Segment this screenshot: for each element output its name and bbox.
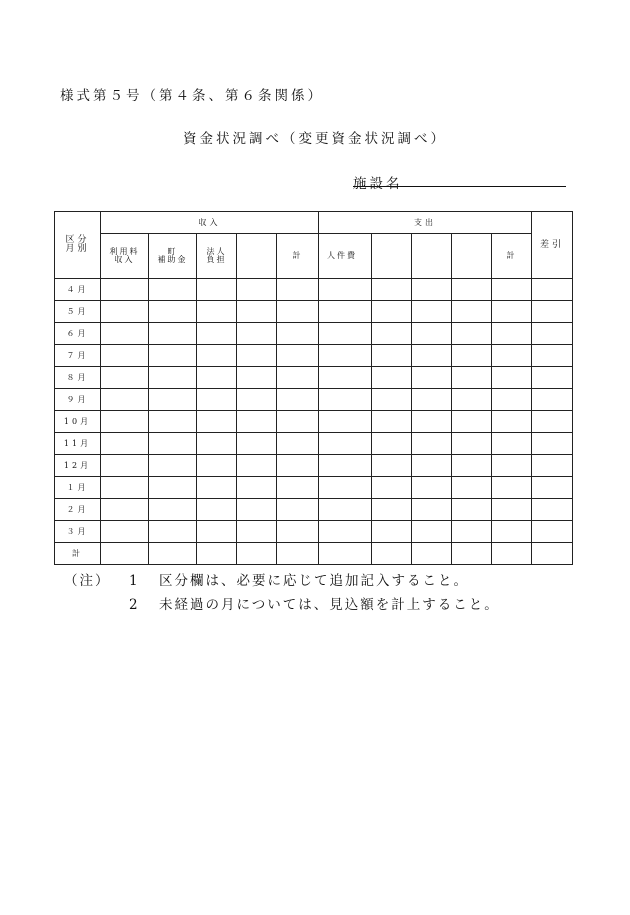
row-label: ２月 <box>55 499 101 521</box>
table-cell[interactable] <box>372 323 412 345</box>
note-item-2 <box>64 593 500 617</box>
table-cell[interactable] <box>277 345 319 367</box>
facility-name-field[interactable] <box>353 186 566 187</box>
table-cell[interactable] <box>237 521 277 543</box>
table-cell[interactable] <box>412 323 452 345</box>
row-label: 計 <box>55 543 101 565</box>
table-cell[interactable] <box>452 389 492 411</box>
table-cell[interactable] <box>149 345 197 367</box>
expense-col-total: 計 <box>492 234 532 279</box>
table-cell[interactable] <box>101 279 149 301</box>
table-cell[interactable] <box>319 499 372 521</box>
table-cell[interactable] <box>237 323 277 345</box>
table-cell[interactable] <box>319 323 372 345</box>
table-cell[interactable] <box>452 499 492 521</box>
table-cell[interactable] <box>532 543 573 565</box>
table-cell[interactable] <box>277 411 319 433</box>
table-cell[interactable] <box>237 411 277 433</box>
table-cell[interactable] <box>197 323 237 345</box>
table-cell[interactable] <box>237 345 277 367</box>
table-cell[interactable] <box>452 367 492 389</box>
row-label: ７月 <box>55 345 101 367</box>
table-cell[interactable] <box>412 521 452 543</box>
table-cell[interactable] <box>101 521 149 543</box>
table-row <box>55 521 573 543</box>
table-cell[interactable] <box>492 345 532 367</box>
table-cell[interactable] <box>492 455 532 477</box>
table-cell[interactable] <box>532 301 573 323</box>
table-cell[interactable] <box>101 367 149 389</box>
income-col-total: 計 <box>277 234 319 279</box>
table-cell[interactable] <box>101 301 149 323</box>
table-row <box>55 455 573 477</box>
row-label: ８月 <box>55 367 101 389</box>
table-cell[interactable] <box>319 279 372 301</box>
table-cell[interactable] <box>319 367 372 389</box>
table-cell[interactable] <box>372 367 412 389</box>
table-cell[interactable] <box>532 279 573 301</box>
table-cell[interactable] <box>149 389 197 411</box>
table-cell[interactable] <box>452 433 492 455</box>
table-cell[interactable] <box>197 301 237 323</box>
notes-heading: （注） <box>64 573 111 589</box>
expense-col-personnel: 人件費 <box>319 234 372 279</box>
table-cell[interactable] <box>197 499 237 521</box>
table-cell[interactable] <box>532 499 573 521</box>
table-cell[interactable] <box>452 345 492 367</box>
table-cell[interactable] <box>237 499 277 521</box>
table-row <box>55 345 573 367</box>
table-cell[interactable] <box>492 521 532 543</box>
table-cell[interactable] <box>197 367 237 389</box>
table-cell[interactable] <box>101 323 149 345</box>
row-label: 12月 <box>55 455 101 477</box>
table-cell[interactable] <box>532 345 573 367</box>
table-cell[interactable] <box>149 433 197 455</box>
document-title: 資金状況調べ（変更資金状況調べ） <box>183 131 447 147</box>
income-col-usage-fee: 利用料 収入 <box>101 234 149 279</box>
table-cell[interactable] <box>492 367 532 389</box>
table-cell[interactable] <box>532 367 573 389</box>
row-label: ３月 <box>55 521 101 543</box>
table-cell[interactable] <box>372 279 412 301</box>
income-col-town-subsidy: 町 補助金 <box>149 234 197 279</box>
table-cell[interactable] <box>372 411 412 433</box>
table-cell[interactable] <box>237 389 277 411</box>
expense-col-blank-3 <box>452 234 492 279</box>
table-cell[interactable] <box>452 543 492 565</box>
income-col-corporation: 法人 負担 <box>197 234 237 279</box>
expense-col-blank-2 <box>412 234 452 279</box>
table-cell[interactable] <box>101 543 149 565</box>
table-cell[interactable] <box>492 499 532 521</box>
table-cell[interactable] <box>197 411 237 433</box>
table-cell[interactable] <box>197 455 237 477</box>
balance-header: 差引 <box>532 212 573 279</box>
table-cell[interactable] <box>197 389 237 411</box>
table-cell[interactable] <box>452 477 492 499</box>
table-cell[interactable] <box>101 411 149 433</box>
table-cell[interactable] <box>532 521 573 543</box>
income-col-blank <box>237 234 277 279</box>
table-cell[interactable] <box>372 499 412 521</box>
table-cell[interactable] <box>412 389 452 411</box>
table-cell[interactable] <box>412 301 452 323</box>
notes <box>64 569 500 617</box>
table-row <box>55 499 573 521</box>
table-cell[interactable] <box>452 411 492 433</box>
table-row <box>55 367 573 389</box>
table-cell[interactable] <box>492 323 532 345</box>
table-cell[interactable] <box>452 323 492 345</box>
table-cell[interactable] <box>372 477 412 499</box>
table-cell[interactable] <box>492 477 532 499</box>
table-cell[interactable] <box>412 455 452 477</box>
note-number: 1 <box>129 573 140 589</box>
row-label: ９月 <box>55 389 101 411</box>
note-text: 区分欄は、必要に応じて追加記入すること。 <box>159 573 469 589</box>
table-cell[interactable] <box>277 301 319 323</box>
table-cell[interactable] <box>101 455 149 477</box>
table-cell[interactable] <box>492 389 532 411</box>
table-cell[interactable] <box>452 301 492 323</box>
table-cell[interactable] <box>452 455 492 477</box>
table-row <box>55 301 573 323</box>
table-cell[interactable] <box>237 301 277 323</box>
table-cell[interactable] <box>372 301 412 323</box>
table-cell[interactable] <box>412 543 452 565</box>
note-text: 未経過の月については、見込額を計上すること。 <box>159 597 500 613</box>
table-row <box>55 389 573 411</box>
table-cell[interactable] <box>532 411 573 433</box>
table-row <box>55 543 573 565</box>
table-cell[interactable] <box>412 433 452 455</box>
table-cell[interactable] <box>492 301 532 323</box>
table-row <box>55 323 573 345</box>
table-cell[interactable] <box>149 411 197 433</box>
table-cell[interactable] <box>149 477 197 499</box>
table-cell[interactable] <box>237 455 277 477</box>
row-label: １月 <box>55 477 101 499</box>
table-cell[interactable] <box>319 389 372 411</box>
table-cell[interactable] <box>277 455 319 477</box>
table-cell[interactable] <box>372 543 412 565</box>
facility-name-label: 施設名 <box>353 176 403 192</box>
table-cell[interactable] <box>412 279 452 301</box>
table-cell[interactable] <box>412 367 452 389</box>
table-cell[interactable] <box>277 279 319 301</box>
table-cell[interactable] <box>101 345 149 367</box>
table-cell[interactable] <box>492 279 532 301</box>
table-cell[interactable] <box>149 543 197 565</box>
table-cell[interactable] <box>372 521 412 543</box>
table-cell[interactable] <box>319 521 372 543</box>
table-cell[interactable] <box>277 367 319 389</box>
table-cell[interactable] <box>149 455 197 477</box>
table-cell[interactable] <box>197 477 237 499</box>
table-cell[interactable] <box>372 433 412 455</box>
table-cell[interactable] <box>319 477 372 499</box>
table-cell[interactable] <box>101 433 149 455</box>
table-cell[interactable] <box>101 477 149 499</box>
table-cell[interactable] <box>492 543 532 565</box>
table-row <box>55 477 573 499</box>
table-cell[interactable] <box>197 543 237 565</box>
table-cell[interactable] <box>319 455 372 477</box>
table-cell[interactable] <box>452 521 492 543</box>
table-cell[interactable] <box>452 279 492 301</box>
table-cell[interactable] <box>319 411 372 433</box>
table-cell[interactable] <box>319 301 372 323</box>
row-label: 11月 <box>55 433 101 455</box>
table-cell[interactable] <box>101 389 149 411</box>
table-cell[interactable] <box>412 345 452 367</box>
note-number: 2 <box>129 597 140 613</box>
table-cell[interactable] <box>319 543 372 565</box>
table-cell[interactable] <box>149 499 197 521</box>
row-label: ５月 <box>55 301 101 323</box>
table-cell[interactable] <box>532 323 573 345</box>
table-cell[interactable] <box>319 345 372 367</box>
table-cell[interactable] <box>319 433 372 455</box>
row-label: 10月 <box>55 411 101 433</box>
expense-col-blank-1 <box>372 234 412 279</box>
income-header: 収入 <box>101 212 319 234</box>
table-cell[interactable] <box>237 477 277 499</box>
table-cell[interactable] <box>149 301 197 323</box>
fund-status-table <box>54 211 573 565</box>
table-cell[interactable] <box>492 411 532 433</box>
row-label: ４月 <box>55 279 101 301</box>
table-cell[interactable] <box>412 477 452 499</box>
table-row <box>55 411 573 433</box>
table-cell[interactable] <box>412 499 452 521</box>
row-label: ６月 <box>55 323 101 345</box>
table-cell[interactable] <box>532 389 573 411</box>
table-cell[interactable] <box>149 367 197 389</box>
table-cell[interactable] <box>372 345 412 367</box>
table-cell[interactable] <box>237 543 277 565</box>
table-row <box>55 279 573 301</box>
table-cell[interactable] <box>277 389 319 411</box>
table-cell[interactable] <box>277 323 319 345</box>
table-cell[interactable] <box>237 433 277 455</box>
table-cell[interactable] <box>149 323 197 345</box>
table-cell[interactable] <box>412 411 452 433</box>
table-cell[interactable] <box>277 499 319 521</box>
note-item-1 <box>64 569 500 593</box>
table-cell[interactable] <box>532 433 573 455</box>
table-cell[interactable] <box>197 279 237 301</box>
table-cell[interactable] <box>197 433 237 455</box>
table-cell[interactable] <box>277 521 319 543</box>
table-cell[interactable] <box>277 433 319 455</box>
table-row <box>55 433 573 455</box>
table-cell[interactable] <box>197 521 237 543</box>
table-cell[interactable] <box>149 279 197 301</box>
table-cell[interactable] <box>237 279 277 301</box>
table-cell[interactable] <box>277 477 319 499</box>
form-number: 様式第５号（第４条、第６条関係） <box>60 88 324 104</box>
category-header: 区分 月別 <box>55 212 101 279</box>
table-cell[interactable] <box>149 521 197 543</box>
expense-header: 支出 <box>319 212 532 234</box>
table-cell[interactable] <box>372 455 412 477</box>
table-cell[interactable] <box>372 389 412 411</box>
table-cell[interactable] <box>277 543 319 565</box>
table-cell[interactable] <box>197 345 237 367</box>
table-cell[interactable] <box>532 477 573 499</box>
table-cell[interactable] <box>237 367 277 389</box>
table-cell[interactable] <box>532 455 573 477</box>
table-cell[interactable] <box>101 499 149 521</box>
table-cell[interactable] <box>492 433 532 455</box>
